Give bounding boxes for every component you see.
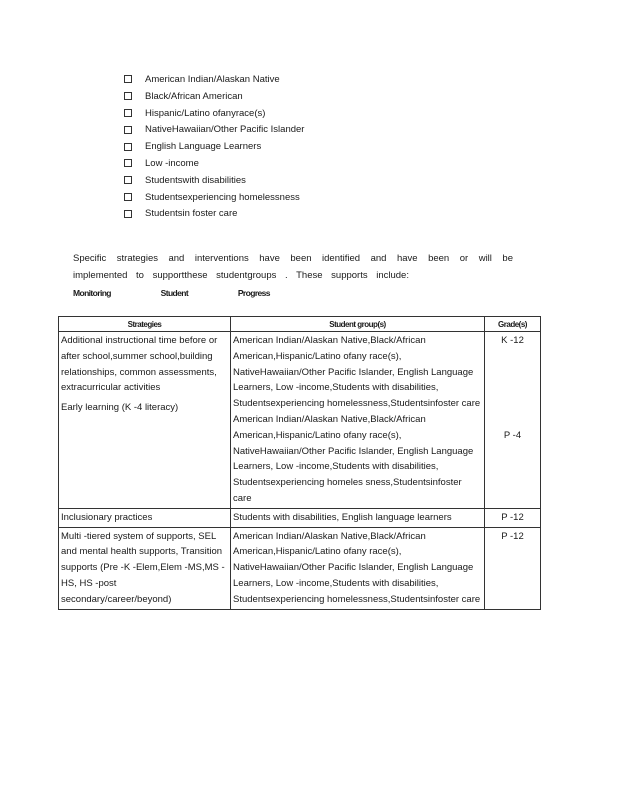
list-item: Studentswith disabilities <box>124 173 304 190</box>
grades-cell: P -12 <box>485 508 541 527</box>
checkbox-bullet-icon <box>124 159 132 167</box>
grades-cell <box>485 332 541 509</box>
table-header-row <box>59 317 541 332</box>
strategy-text: Early learning (K -4 literacy) <box>61 402 179 414</box>
list-item: Low -income <box>124 156 304 173</box>
column-header-student-groups: Student group(s) <box>231 317 485 332</box>
strategies-paragraph: Specific strategies and interventions have been identified and have been or will be implemented to supportthese studentgroups . These supports include: <box>73 252 513 281</box>
table-row <box>59 332 541 509</box>
checkbox-bullet-icon <box>124 92 132 100</box>
strategy-text: Additional instructional time before or after school,summer school,building relationships, common assessments, extracurricular activities <box>61 335 218 394</box>
student-groups-text: American Indian/Alaskan Native,Black/African American,Hispanic/Latino ofany race(s), NativeHawaiian/Other Pacific Islander, English Language Learners, Low -income,Students with disabilities, Studentsexperiencing homeles sness,Studentsinfoster care <box>233 413 474 504</box>
table-row <box>59 527 541 609</box>
grades-cell: P -12 <box>485 527 541 609</box>
strategies-table <box>58 316 541 610</box>
checkbox-bullet-icon <box>124 176 132 184</box>
student-groups-text: American Indian/Alaskan Native,Black/African American,Hispanic/Latino ofany race(s), NativeHawaiian/Other Pacific Islander, English Language Learners, Low -income,Students with disabilities, Studentsexperiencing homelessness,Studentsinfoster care <box>233 335 481 410</box>
table-row <box>59 508 541 527</box>
student-groups-cell: American Indian/Alaskan Native,Black/African American,Hispanic/Latino ofany race(s), NativeHawaiian/Other Pacific Islander, English Language Learners, Low -income,Students with disabilities, Studentsexperiencing homelessness,Studentsinfoster care <box>231 527 485 609</box>
column-header-grades: Grade(s) <box>485 317 541 332</box>
list-item: American Indian/Alaskan Native <box>124 72 304 89</box>
student-groups-cell: Students with disabilities, English language learners <box>231 508 485 527</box>
student-group-list <box>124 72 304 223</box>
checkbox-bullet-icon <box>124 109 132 117</box>
list-item: Black/African American <box>124 89 304 106</box>
strategy-cell <box>59 332 231 509</box>
column-header-strategies: Strategies <box>59 317 231 332</box>
list-item: NativeHawaiian/Other Pacific Islander <box>124 122 304 139</box>
list-item: Studentsin foster care <box>124 206 304 223</box>
section-heading: Monitoring Student Progress <box>73 288 270 298</box>
strategy-cell: Inclusionary practices <box>59 508 231 527</box>
list-item: Studentsexperiencing homelessness <box>124 190 304 207</box>
checkbox-bullet-icon <box>124 143 132 151</box>
student-groups-cell <box>231 332 485 509</box>
grades-text: P -4 <box>503 429 522 441</box>
checkbox-bullet-icon <box>124 210 132 218</box>
checkbox-bullet-icon <box>124 126 132 134</box>
checkbox-bullet-icon <box>124 75 132 83</box>
strategy-cell: Multi -tiered system of supports, SEL and mental health supports, Transition supports (Pre -K -Elem,Elem -MS,MS - HS, HS -post secondary/career/beyond) <box>59 527 231 609</box>
grades-text: K -12 <box>501 335 524 346</box>
list-item: English Language Learners <box>124 139 304 156</box>
list-item: Hispanic/Latino ofanyrace(s) <box>124 106 304 123</box>
checkbox-bullet-icon <box>124 193 132 201</box>
